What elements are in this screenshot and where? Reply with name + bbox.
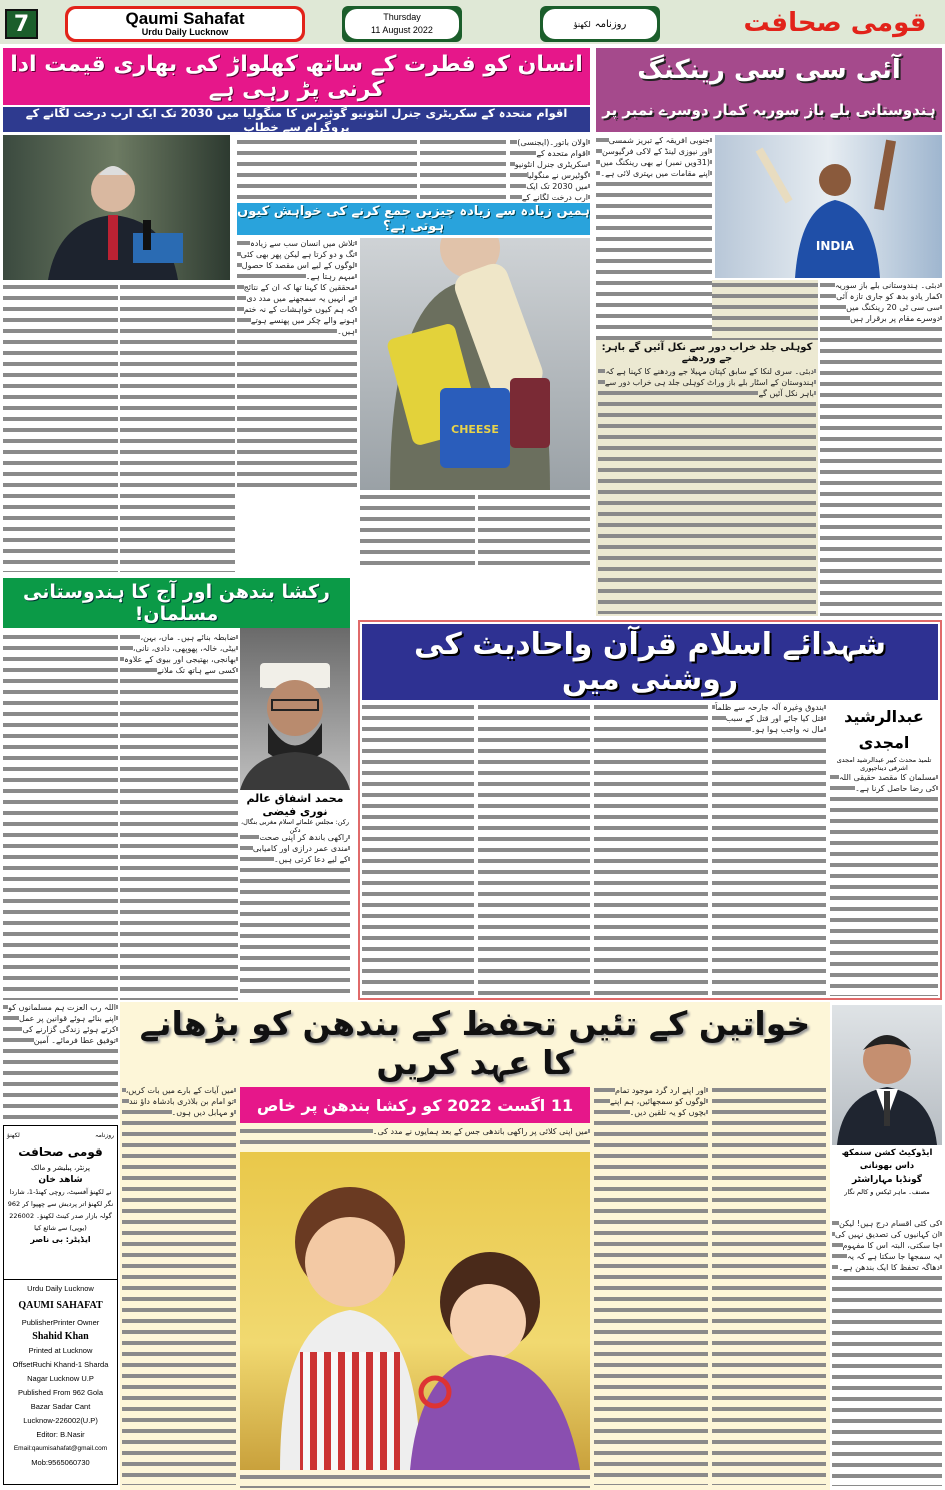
lead-body-col-1: اولان باتور۔(ایجنسی) اقوام متحدہ کے سکریٹری جنرل انٹونیو گوٹیرس نے منگولیا میں 2030 تک ایک ارب درخت لگانے کے: [510, 137, 590, 203]
shuhada-body-col-2: بندوق وغیرہ آلہ جارحہ سے ظلماً قتل کیا جائے اور قتل کے سبب مال نہ واجب ہوا ہو۔: [712, 702, 826, 996]
shuhada-author: [830, 704, 938, 779]
women-label: 11 اگست 2022 کو رکشا بندھن پر خاص: [240, 1087, 590, 1123]
masthead-name-box: [65, 6, 305, 42]
imprint-editor-urdu: ایڈیٹر: بی ناصر: [30, 1235, 91, 1244]
raksha-author: [240, 792, 350, 834]
women-headline: خواتین کے تئیں تحفظ کے بندھن کو بڑھانے کا عہد کریں: [139, 1003, 811, 1082]
imprint-owner-label-urdu: پرنٹر، پبلیشر و مالک: [31, 1164, 90, 1172]
raksha-body-col-1: ضابطہ بنائے ہیں۔ ماں، بہن، بیٹی، خالہ، پھوپھی، دادی، نانی، بھانجی، بھتیجی اور بیوی کے علاوہ کسی سے ہاتھ تک ملانے: [120, 632, 238, 1000]
masthead-name-en: Qaumi Sahafat: [125, 9, 245, 28]
feature-headline: ہمیں زیادہ سے زیادہ چیزیں جمع کرنے کی خواہش کیوں ہوتی ہے؟: [237, 204, 590, 234]
shuhada-body-col-5: [362, 702, 474, 996]
raksha-author-role: رکن: مجلس علمائے اسلام مغربی بنگال، دکن: [241, 818, 349, 834]
imprint-line: Lucknow-226002(U.P): [23, 1416, 98, 1425]
lead-body-col-4: [120, 282, 235, 572]
imprint-owner-urdu: شاھد خان: [38, 1175, 83, 1185]
imprint-box: [3, 1125, 118, 1485]
imprint-owner-label-en: PublisherPrinter Owner: [21, 1318, 100, 1327]
raksha-body-col-3: راکھی باندھ کر اپنی صحت مندی عمر درازی اور کامیابی کے لیے دعا کرتی ہیں۔: [240, 832, 350, 1000]
svg-text:CHEESE: CHEESE: [451, 423, 499, 436]
women-author-name: ایڈوکیٹ کشن سنمکھ داس بھونانی: [841, 1148, 933, 1171]
lead-headline: انسان کو فطرت کے ساتھ کھلواڑ کی بھاری قیمت ادا کرنی پڑ رہی ہے: [3, 48, 590, 105]
women-body-col-1: کی کئی اقسام درج ہیں! لیکن ان کہانیوں کی تصدیق نہیں کی جا سکتی، البتہ اس کا مفہوم یہ سمجھا جا سکتا ہے کہ یہ دھاگہ تحفظ کا ایک بندھن ہے۔: [832, 1218, 942, 1486]
feature-body-col-1: تلاش میں انسان سب سے زیادہ تگ و دو کرتا ہے لیکن پھر بھی کئی لوگوں کے لیے اس مقصد کا حصول مبہم رہتا ہے۔ محققین کا کہنا تھا کہ ان کے نتائج نے انہیں یہ سمجھنے میں مدد دی کہ ہم کیوں خواہشات کے نہ ختم ہونے والے چکر میں پھنسے ہوتے ہیں۔: [237, 238, 357, 488]
sports-subhead: ہندوستانی بلے باز سوریہ کمار دوسرے نمبر پر: [602, 101, 936, 119]
imprint-owner-en: Shahid Khan: [32, 1331, 89, 1342]
shuhada-body-col-4: [478, 702, 590, 996]
imprint-line: Printed at Lucknow: [28, 1346, 93, 1355]
lead-body-col-3: [237, 137, 417, 203]
shuhada-author-name: عبدالرشید امجدی: [844, 707, 924, 752]
lead-body-col-2: [420, 137, 506, 203]
women-author-photo: [832, 1005, 942, 1145]
imprint-line: Published From 962 Gola: [17, 1388, 104, 1397]
raksha-headline: رکشا بندھن اور آج کا ہندوستانی مسلمان!: [3, 578, 350, 628]
raksha-author-name: محمد اشفاق عالم نوری فیضی: [246, 792, 344, 818]
cricketer-photo: [715, 135, 942, 278]
shopping-photo: [360, 238, 590, 490]
raksha-body-col-2: [3, 632, 118, 1000]
imprint-line: Bazar Sadar Cant: [30, 1402, 91, 1411]
sports-side-headline: کوہلی جلد خراب دور سے نکل آئیں گے باہر: جے وردھنے: [601, 342, 813, 364]
imprint-address-urdu: نے لکھنؤ آفسیٹ، روچی کھنڈ-1، شاردا نگر لکھنؤ اتر پردیش سے چھپوا کر 962 گولہ بازار صدر کینٹ لکھنؤ۔ 226002 (یوپی) سے شائع کیا: [7, 1188, 114, 1232]
sports-body-col-2: جنوبی افریقہ کے تبریز شمسی اور نیوزی لینڈ کے لاکی فرگیوسن (31ویں نمبر) نے بھی رینکنگ میں اپنے مقامات میں بہتری لائی ہے۔: [596, 135, 712, 340]
shuhada-body-col-1: مسلمان کا مقصد حقیقی اللہ کی رضا حاصل کرنا ہے۔: [830, 772, 938, 996]
imprint-tagline-en: Urdu Daily Lucknow: [27, 1284, 94, 1293]
feature-body-col-2: [360, 492, 475, 572]
sports-body-col-1: دبئی۔ ہندوستانی بلے باز سوریہ کمار یادو بدھ کو جاری تازہ آئی سی سی ٹی 20 رینکنگ میں دوسرے مقام پر برقرار ہیں: [820, 280, 942, 616]
roznama-city: لکھنؤ: [573, 19, 591, 29]
roznama-box: [540, 6, 660, 42]
women-body-col-4: میں اپنی کلائی پر راکھی باندھی جس کے بعد ہمایوں نے مدد کی۔: [240, 1126, 590, 1150]
imprint-roznama: روزنامہ: [95, 1132, 114, 1139]
page-number: 7: [5, 9, 38, 39]
masthead-tagline: Urdu Daily Lucknow: [141, 27, 229, 37]
date-day: Thursday: [383, 12, 421, 22]
masthead-logo-urdu: قومی صحافت: [743, 8, 927, 38]
guterres-photo: [3, 135, 230, 280]
lead-subhead: اقوام متحدہ کے سکریٹری جنرل انٹونیو گوٹیرس کا منگولیا میں 2030 تک ایک ارب درخت لگانے کے پروگرام سے خطاب: [3, 105, 590, 132]
women-body-col-3: اور اپنے ارد گرد موجود تمام لوگوں کو سمجھائیں، ہم اپنے بچوں کو یہ تلقین دیں۔: [594, 1085, 708, 1485]
feature-body-col-3: [478, 492, 590, 572]
roznama-label: روزنامہ: [594, 18, 627, 30]
imprint-name-en: QAUMI SAHAFAT: [18, 1300, 103, 1311]
women-body-col-2: [712, 1085, 826, 1485]
sports-side-body: دبئی۔ سری لنکا کے سابق کپتان مہیلا جے وردھنے کا کہنا ہے کہ ہندوستان کے اسٹار بلے باز وراٹ کوہلی جلد ہی خراب دور سے باہر نکل آئیں گے: [598, 366, 816, 614]
women-author-place: گونڈیا مہاراشٹر: [852, 1175, 922, 1185]
imprint-name-urdu: قومی صحافت: [18, 1145, 103, 1159]
imprint-mobile: Mob:9565060730: [31, 1458, 90, 1467]
women-author-role: مصنف۔ ماہر ٹیکس و کالم نگار: [844, 1188, 930, 1196]
sports-header: [596, 48, 942, 132]
women-author: [832, 1147, 942, 1197]
shuhada-author-place: اشرفی دیناجپوری: [860, 764, 908, 772]
shuhada-author-role: تلمیذ محدث کبیر عبدالرشید امجدی: [836, 756, 932, 764]
imprint-city: لکھنؤ: [7, 1132, 20, 1139]
imprint-email[interactable]: Email:qaumisahafat@gmail.com: [13, 1445, 108, 1452]
jersey-text: INDIA: [815, 239, 855, 253]
left-column-body: اللہ رب العزت ہم مسلمانوں کو اپنے بنائے ہوئے قوانین پر عمل کرتے ہوئے زندگی گزارنے کی توفیق عطا فرمائے۔ آمین: [3, 1002, 118, 1122]
women-body-col-5: میں آیات کے بارے میں بات کریں، تو امام بن بلاذری بادشاہ داؤ نند و مہابل دیں ہوں۔: [122, 1085, 236, 1485]
sports-body-col-3: [712, 280, 818, 340]
lead-body-col-5: [3, 282, 118, 572]
shuhada-body-col-3: [594, 702, 708, 996]
sports-headline: آئی سی سی رینکنگ: [637, 55, 901, 85]
shuhada-headline: شہدائے اسلام قرآن واحادیث کی روشنی میں: [362, 624, 938, 700]
imprint-line: OffsetRuchi Khand-1 Sharda: [12, 1360, 109, 1369]
date-value: 11 August 2022: [371, 25, 433, 35]
women-body-col-6: [240, 1472, 590, 1488]
date-box: [342, 6, 462, 42]
rakhi-illustration: [240, 1152, 590, 1470]
imprint-editor-en: Editor: B.Nasir: [36, 1430, 85, 1439]
imprint-line: Nagar Lucknow U.P: [27, 1374, 94, 1383]
raksha-author-photo: [240, 628, 350, 790]
